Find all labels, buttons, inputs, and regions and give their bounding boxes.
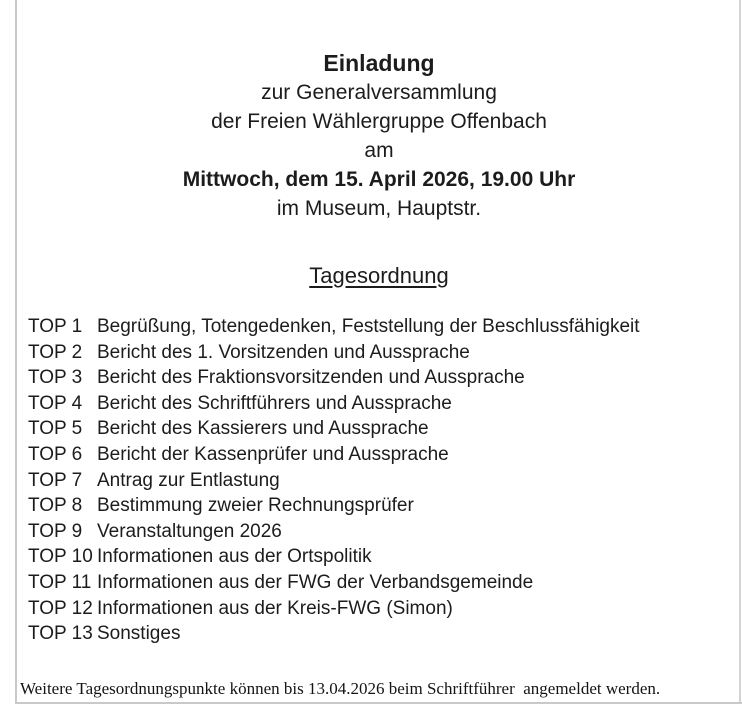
agenda-list — [28, 314, 728, 647]
agenda-item — [28, 596, 728, 622]
agenda-item-text: Veranstaltungen 2026 — [97, 520, 282, 542]
agenda-item-number: TOP 2 — [28, 341, 83, 363]
footer-note: Weitere Tagesordnungspunkte können bis 13.04.2026 beim Schriftführer angemeldet werden. — [20, 679, 661, 698]
agenda-item — [28, 442, 728, 468]
agenda-item-text: Bericht des Schriftführers und Aussprache — [97, 392, 452, 414]
agenda-item-number: TOP 1 — [28, 316, 83, 337]
agenda-item-number: TOP 11 — [28, 571, 92, 593]
agenda-item-text: Bericht des Kassierers und Aussprache — [97, 418, 429, 440]
agenda-item-number: TOP 13 — [28, 623, 93, 645]
agenda-item-text: Bericht des Fraktionsvorsitzenden und Aussprache — [97, 367, 525, 389]
agenda-item-text: Bericht der Kassenprüfer und Aussprache — [97, 443, 449, 465]
agenda-item-number: TOP 3 — [28, 367, 83, 389]
header-line-event: zur Generalversammlung — [261, 81, 497, 104]
agenda-item — [28, 468, 728, 494]
agenda-item-number: TOP 6 — [28, 443, 83, 465]
agenda-item-text: Begrüßung, Totengedenken, Feststellung der Beschlussfähigkeit — [97, 316, 640, 337]
invitation-title: Einladung — [323, 50, 435, 76]
agenda-item-number: TOP 4 — [28, 392, 83, 414]
header-line-am: am — [364, 139, 394, 162]
agenda-item — [28, 314, 728, 340]
agenda-item-text: Bestimmung zweier Rechnungsprüfer — [97, 495, 414, 517]
header-line-datetime: Mittwoch, dem 15. April 2026, 19.00 Uhr — [182, 168, 576, 191]
agenda-item — [28, 391, 728, 417]
agenda-item-number: TOP 9 — [28, 520, 83, 542]
agenda-item-text: Informationen aus der Ortspolitik — [97, 546, 372, 568]
agenda-item-text: Antrag zur Entlastung — [97, 469, 280, 491]
agenda-item-number: TOP 7 — [28, 469, 83, 491]
frame-bottom-border — [15, 702, 742, 704]
invitation-header — [17, 49, 741, 223]
agenda-heading: Tagesordnung — [309, 263, 449, 288]
agenda-item-text: Sonstiges — [97, 623, 181, 645]
header-line-location: im Museum, Hauptstr. — [276, 197, 482, 220]
agenda-item-number: TOP 5 — [28, 418, 83, 440]
agenda-item — [28, 340, 728, 366]
agenda-item-text: Informationen aus der Kreis-FWG (Simon) — [97, 597, 453, 619]
agenda-item — [28, 519, 728, 545]
agenda-item — [28, 544, 728, 570]
agenda-item-text: Informationen aus der FWG der Verbandsgemeinde — [97, 571, 534, 593]
agenda-item-number: TOP 8 — [28, 495, 83, 517]
header-line-organization: der Freien Wählergruppe Offenbach — [211, 110, 547, 133]
agenda-item-text: Bericht des 1. Vorsitzenden und Aussprache — [97, 341, 470, 363]
agenda-item — [28, 570, 728, 596]
agenda-item — [28, 416, 728, 442]
agenda-item — [28, 621, 728, 647]
agenda-item — [28, 365, 728, 391]
agenda-item-number: TOP 10 — [28, 546, 93, 568]
agenda-item-number: TOP 12 — [28, 597, 93, 619]
agenda-item — [28, 493, 728, 519]
